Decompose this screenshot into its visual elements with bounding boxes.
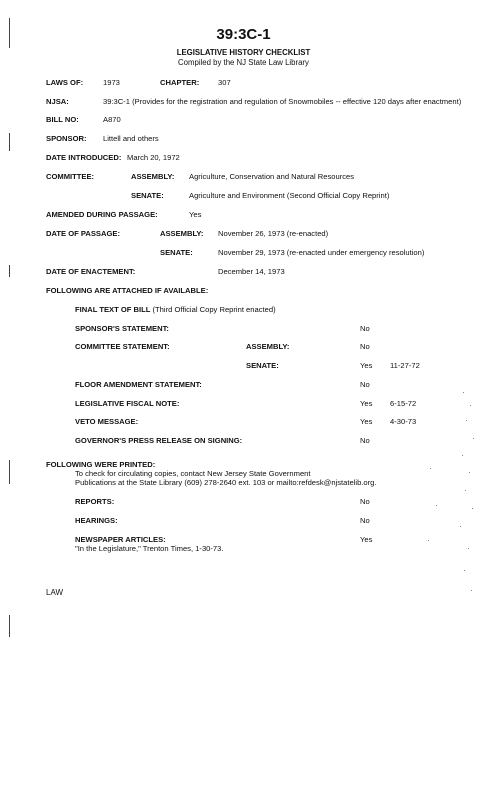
sponsor-statement-label: SPONSOR'S STATEMENT: bbox=[75, 324, 169, 333]
chapter-label: CHAPTER: bbox=[160, 78, 200, 87]
committee-label: COMMITTEE: bbox=[46, 172, 95, 181]
newspaper-label: NEWSPAPER ARTICLES: bbox=[75, 535, 166, 544]
fiscal-note-date: 6-15-72 bbox=[390, 399, 417, 408]
reports-value: No bbox=[360, 497, 370, 506]
margin-line bbox=[9, 460, 10, 484]
governor-release-label: GOVERNOR'S PRESS RELEASE ON SIGNING: bbox=[75, 436, 243, 445]
floor-amendment-value: No bbox=[360, 380, 370, 389]
final-text-row bbox=[75, 305, 276, 314]
chapter-value: 307 bbox=[218, 78, 231, 87]
date-introduced-label: DATE INTRODUCED: bbox=[46, 153, 122, 162]
committee-statement-senate-date: 11-27-72 bbox=[390, 361, 420, 370]
scan-speck bbox=[460, 526, 461, 527]
fiscal-note-label: LEGISLATIVE FISCAL NOTE: bbox=[75, 399, 180, 408]
date-of-enactment-value: December 14, 1973 bbox=[218, 267, 285, 276]
fiscal-note-value: Yes bbox=[360, 399, 373, 408]
printed-note-line1: To check for circulating copies, contact New Jersey State Government bbox=[75, 469, 311, 478]
footer-law: LAW bbox=[46, 588, 64, 597]
passage-senate-label: SENATE: bbox=[160, 248, 193, 257]
amended-value: Yes bbox=[189, 210, 202, 219]
scan-speck bbox=[463, 392, 464, 393]
scan-speck bbox=[462, 455, 463, 456]
reports-label: REPORTS: bbox=[75, 497, 115, 506]
njsa-value: 39:3C-1 (Provides for the registration and regulation of Snowmobiles -- effective 120 days after enactment) bbox=[103, 97, 462, 106]
njsa-label: NJSA: bbox=[46, 97, 69, 106]
veto-message-value: Yes bbox=[360, 417, 373, 426]
committee-senate-value: Agriculture and Environment (Second Official Copy Reprint) bbox=[189, 191, 390, 200]
date-of-passage-label: DATE OF PASSAGE: bbox=[46, 229, 120, 238]
printed-heading: FOLLOWING WERE PRINTED: bbox=[46, 460, 156, 469]
scan-speck bbox=[469, 472, 470, 473]
veto-message-date: 4-30-73 bbox=[390, 417, 417, 426]
hearings-label: HEARINGS: bbox=[75, 516, 118, 525]
newspaper-citation: "In the Legislature," Trenton Times, 1-30-73. bbox=[75, 544, 224, 553]
scan-speck bbox=[428, 540, 429, 541]
date-introduced-value: March 20, 1972 bbox=[127, 153, 180, 162]
scan-speck bbox=[472, 508, 473, 509]
margin-line bbox=[9, 133, 10, 151]
committee-assembly-value: Agriculture, Conservation and Natural Resources bbox=[189, 172, 355, 181]
newspaper-value: Yes bbox=[360, 535, 373, 544]
margin-line bbox=[9, 615, 10, 637]
committee-statement-label: COMMITTEE STATEMENT: bbox=[75, 342, 170, 351]
committee-assembly-label: ASSEMBLY: bbox=[131, 172, 175, 181]
document-title: 39:3C-1 bbox=[216, 26, 271, 43]
scan-speck bbox=[471, 590, 472, 591]
final-text-label: FINAL TEXT OF BILL bbox=[75, 305, 151, 314]
veto-message-label: VETO MESSAGE: bbox=[75, 417, 139, 426]
sponsor-value: Littell and others bbox=[103, 134, 159, 143]
printed-note-line2: Publications at the State Library (609) 278-2640 ext. 103 or mailto:refdesk@njstatelib.org. bbox=[75, 478, 377, 487]
committee-statement-assembly-label: ASSEMBLY: bbox=[246, 342, 290, 351]
scan-speck bbox=[436, 505, 437, 506]
passage-assembly-value: November 26, 1973 (re-enacted) bbox=[218, 229, 329, 238]
committee-statement-senate-value: Yes bbox=[360, 361, 373, 370]
bill-no-value: A870 bbox=[103, 115, 121, 124]
hearings-value: No bbox=[360, 516, 370, 525]
final-text-note: (Third Official Copy Reprint enacted) bbox=[152, 305, 276, 314]
laws-of-value: 1973 bbox=[103, 78, 120, 87]
governor-release-value: No bbox=[360, 436, 370, 445]
scan-speck bbox=[470, 405, 471, 406]
document-subtitle: LEGISLATIVE HISTORY CHECKLIST bbox=[176, 48, 311, 57]
margin-line bbox=[9, 265, 10, 277]
amended-label: AMENDED DURING PASSAGE: bbox=[46, 210, 158, 219]
date-of-enactment-label: DATE OF ENACTEMENT: bbox=[46, 267, 136, 276]
scan-speck bbox=[466, 420, 467, 421]
committee-statement-senate-label: SENATE: bbox=[246, 361, 279, 370]
laws-of-label: LAWS OF: bbox=[46, 78, 84, 87]
floor-amendment-label: FLOOR AMENDMENT STATEMENT: bbox=[75, 380, 202, 389]
passage-senate-value: November 29, 1973 (re-enacted under emergency resolution) bbox=[218, 248, 425, 257]
committee-statement-assembly-value: No bbox=[360, 342, 370, 351]
scan-speck bbox=[473, 438, 474, 439]
bill-no-label: BILL NO: bbox=[46, 115, 79, 124]
scan-speck bbox=[468, 548, 469, 549]
scan-speck bbox=[465, 490, 466, 491]
scan-speck bbox=[430, 468, 431, 469]
committee-senate-label: SENATE: bbox=[131, 191, 164, 200]
compiled-by: Compiled by the NJ State Law Library bbox=[178, 58, 309, 67]
attached-heading: FOLLOWING ARE ATTACHED IF AVAILABLE: bbox=[46, 286, 209, 295]
passage-assembly-label: ASSEMBLY: bbox=[160, 229, 204, 238]
sponsor-label: SPONSOR: bbox=[46, 134, 87, 143]
scan-speck bbox=[464, 570, 465, 571]
sponsor-statement-value: No bbox=[360, 324, 370, 333]
